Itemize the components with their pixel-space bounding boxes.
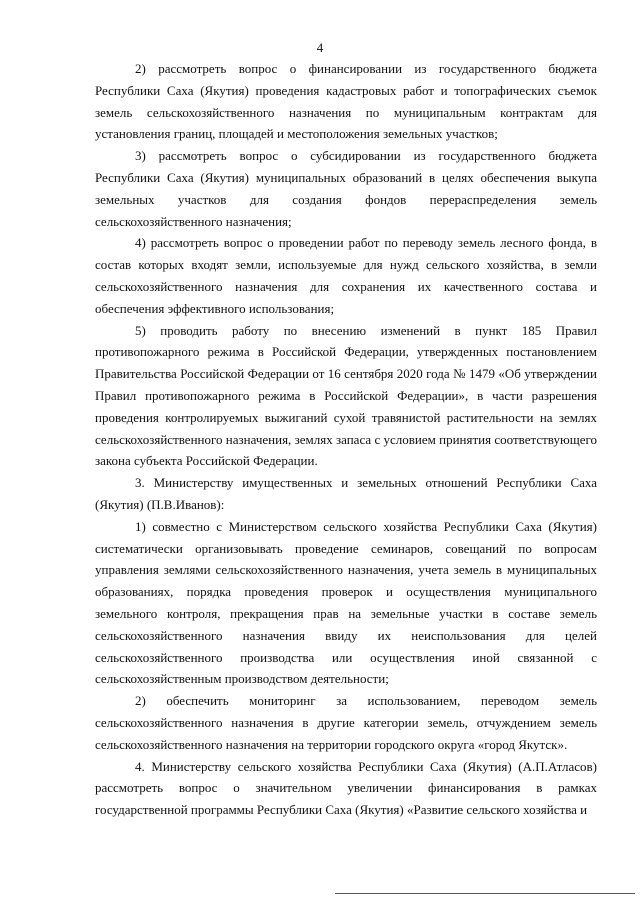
paragraph: 3) рассмотреть вопрос о субсидировании из государственного бюджета Республики Саха (Якутия) муниципальных образований в целях обеспечения выкупа земельных участков для создания фондов перераспределения земель сельскохозяйственного назначения; [95, 148, 597, 229]
paragraph: 4) рассмотреть вопрос о проведении работ по переводу земель лесного фонда, в состав которых входят земли, используемые для нужд сельского хозяйства, в земли сельскохозяйственного назначения для сохранения их качественного состава и обеспечения эффективного использования; [95, 235, 597, 316]
paragraph: 1) совместно с Министерством сельского хозяйства Республики Саха (Якутия) систематически организовывать проведение семинаров, совещаний по вопросам управления землями сельскохозяйственного назначения, учета земель в муниципальных образованиях, порядка проведения проверок и осуществления муниципального земельного контроля, прекращения прав на земельные участки в составе земель сельскохозяйственного назначения ввиду их неиспользования для целей сельскохозяйственного производства или осуществления иной связанной с сельскохозяйственным производством деятельности; [95, 518, 597, 687]
paragraph: 2) обеспечить мониторинг за использованием, переводом земель сельскохозяйственного назначения в другие категории земель, отчуждением земель сельскохозяйственного назначения на территории городского округа «город Якутск». [95, 693, 597, 752]
paragraph: 5) проводить работу по внесению изменений в пункт 185 Правил противопожарного режима в Российской Федерации, утвержденных постановлением Правительства Российской Федерации от 16 сентября 2020 года № 1479 «Об утверждении Правил противопожарного режима в Российской Федерации», в части разрешения проведения контролируемых выжиганий сухой травянистой растительности на землях сельскохозяйственного назначения, землях запаса с условием принятия соответствующего закона субъекта Российской Федерации. [95, 322, 597, 469]
paragraph: 2) рассмотреть вопрос о финансировании из государственного бюджета Республики Саха (Якутия) проведения кадастровых работ и топографических съемок земель сельскохозяйственного назначения по муниципальным контрактам для установления границ, площадей и местоположения земельных участков; [95, 61, 597, 142]
paragraph: 4. Министерству сельского хозяйства Республики Саха (Якутия) (А.П.Атласов) рассмотреть вопрос о значительном увеличении финансирования в рамках государственной программы Республики Саха (Якутия) «Развитие сельского хозяйства и [95, 758, 597, 818]
page-bottom-rule [335, 893, 635, 894]
page-number: 4 [316, 40, 324, 55]
document-body [95, 58, 597, 821]
paragraph: 3. Министерству имущественных и земельных отношений Республики Саха (Якутия) (П.В.Иванов): [95, 475, 597, 512]
